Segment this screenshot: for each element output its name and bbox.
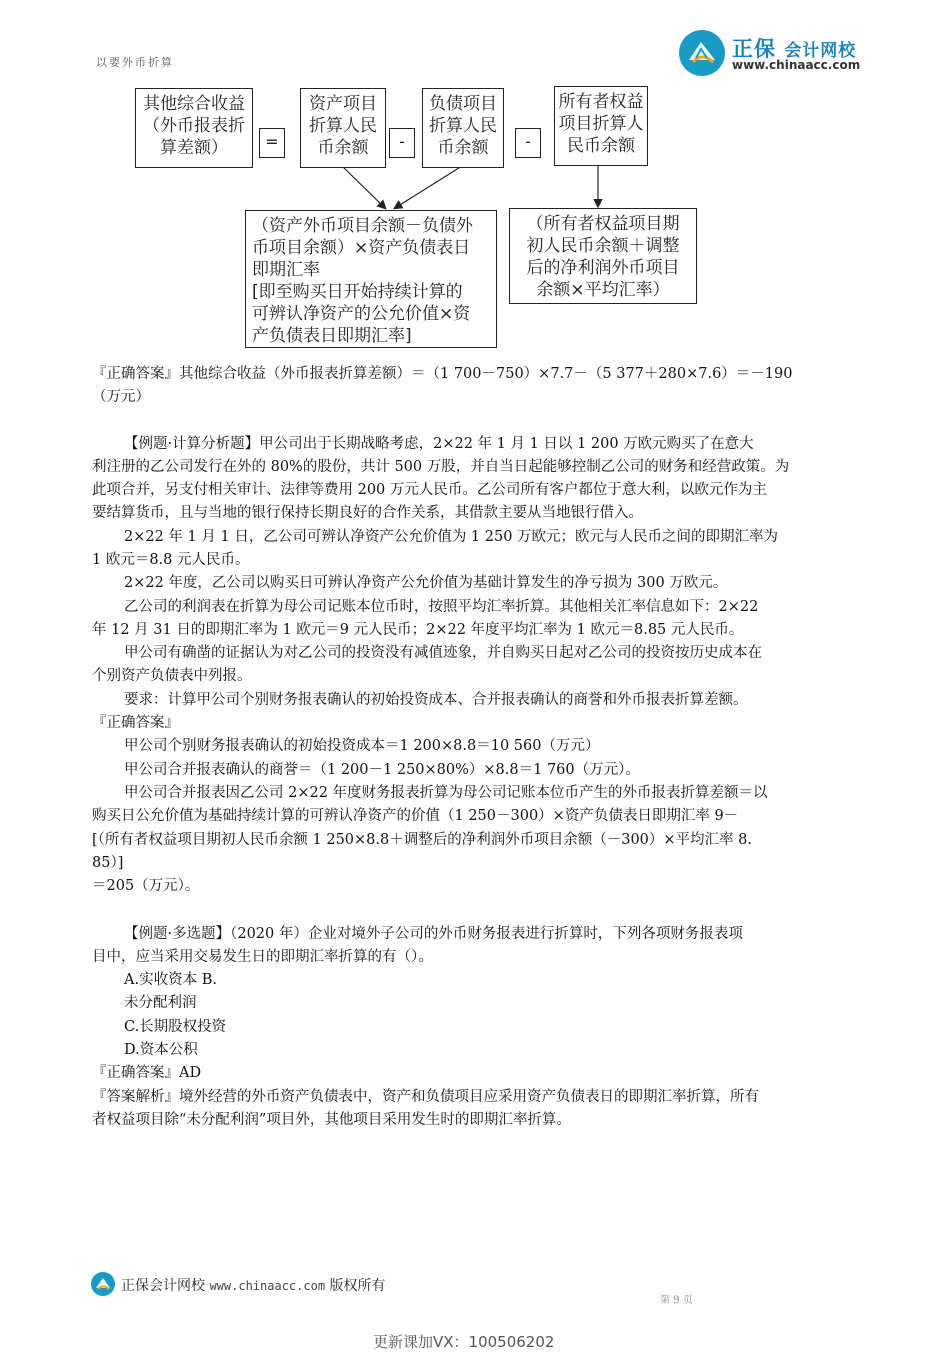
- example3-line: C.长期股权投资: [124, 1019, 227, 1035]
- example2-line: 年 12 月 31 日的即期汇率为 1 欧元＝9 元人民币；2×22 年度平均汇率为 1 欧元＝8.85 元人民币。: [92, 622, 744, 638]
- example2-line: 甲公司个别财务报表确认的初始投资成本＝1 200×8.8＝10 560（万元）: [124, 738, 600, 754]
- box4-line: 项目折算人: [558, 114, 644, 134]
- example2-line: 甲公司合并报表因乙公司 2×22 年度财务报表折算为母公司记账本位币产生的外币报表折算差额＝以: [124, 785, 768, 801]
- example2-line: 乙公司的利润表在折算为母公司记账本位币时，按照平均汇率折算。其他相关汇率信息如下：2×22: [124, 599, 759, 615]
- example2-line: 要求：计算甲公司个别财务报表确认的初始投资成本、合并报表确认的商誉和外币报表折算差额。: [124, 692, 748, 708]
- box3-line: 负债项目: [429, 94, 497, 114]
- example3-line: 【例题·多选题】（2020 年）企业对境外子公司的外币财务报表进行折算时，下列各项财务报表项: [124, 926, 743, 942]
- example2-line: 1 欧元＝8.8 元人民币。: [92, 552, 250, 568]
- box2-line: 折算人民: [309, 116, 377, 136]
- example3-line: 『正确答案』AD: [92, 1065, 202, 1081]
- top-text-fragment: 以要外币折算: [96, 56, 174, 69]
- brand-sub: 会计网校: [784, 41, 857, 61]
- example3-line: 未分配利润: [124, 995, 197, 1011]
- box2-line: 币余额: [317, 138, 369, 158]
- box-net-asset-formula: [245, 210, 497, 348]
- example3-line: A.实收资本 B.: [124, 972, 217, 988]
- box5-line: 可辨认净资产的公允价值×资: [252, 304, 471, 324]
- box6-line: （所有者权益项目期: [526, 214, 680, 234]
- example2-line: 【例题·计算分析题】甲公司出于长期战略考虑，2×22 年 1 月 1 日以 1 200 万欧元购买了在意大: [124, 436, 754, 452]
- box1-line: 其他综合收益: [143, 94, 245, 114]
- example2-line: 此项合并，另支付相关审计、法律等费用 200 万元人民币。乙公司所有客户都位于意大利，以欧元作为主: [92, 482, 767, 498]
- box-other-comprehensive-income: [135, 88, 253, 168]
- example2-line: 要结算货币，且与当地的银行保持长期良好的合作关系，其借款主要从当地银行借入。: [92, 505, 643, 521]
- footer-logo-mark-icon: [91, 1272, 115, 1296]
- example2-line: 甲公司合并报表确认的商誉＝（1 200－1 250×80%）×8.8＝1 760（万元）。: [124, 762, 640, 778]
- example2-line: 购买日公允价值为基础持续计算的可辨认净资产的价值（1 250－300）×资产负债表日即期汇率 9－: [92, 808, 739, 824]
- box6-line: 初人民币余额＋调整: [526, 236, 680, 256]
- box2-line: 资产项目: [309, 94, 377, 114]
- box-asset-items: [300, 88, 386, 168]
- example2-line: 85）]: [92, 855, 124, 871]
- box-equity-items: [554, 86, 648, 166]
- box6-line: 后的净利润外币项目: [526, 258, 680, 278]
- footer-watermark: 更新课加VX：100506202: [373, 1333, 555, 1351]
- box4-line: 民币余额: [567, 136, 635, 156]
- box5-line: 产负债表日即期汇率]: [252, 326, 412, 346]
- footer-page-mark: 第 9 页: [660, 1295, 693, 1306]
- example2-line: 2×22 年 1 月 1 日，乙公司可辨认净资产公允价值为 1 250 万欧元；欧元与人民币之间的即期汇率为: [124, 529, 779, 545]
- example3-line: 者权益项目除“未分配利润”项目外，其他项目采用发生时的即期汇率折算。: [92, 1112, 571, 1128]
- footer-copyright: [121, 1275, 386, 1295]
- box-equity-formula: [509, 208, 697, 304]
- box3-line: 币余额: [437, 138, 489, 158]
- brand-url: www.chinaacc.com: [732, 58, 861, 72]
- example3-line: D.资本公积: [124, 1042, 198, 1058]
- box3-line: 折算人民: [429, 116, 497, 136]
- example3-line: 目中，应当采用交易发生日的即期汇率折算的有（）。: [92, 949, 433, 965]
- footer-brand: 正保会计网校: [121, 1278, 205, 1294]
- brand-main: 正保: [732, 37, 776, 61]
- box-liability-items: [422, 88, 504, 168]
- box5-line: [即至购买日开始持续计算的: [252, 282, 463, 302]
- box1-line: 算差额）: [160, 138, 228, 158]
- example2-line: 甲公司有确凿的证据认为对乙公司的投资没有减值迹象，并自购买日起对乙公司的投资按历史成本在: [124, 645, 762, 661]
- box5-line: （资产外币项目余额－负债外: [252, 216, 473, 236]
- box4-line: 所有者权益: [558, 92, 644, 112]
- box5-line: 币项目余额）×资产负债表日: [252, 238, 471, 258]
- operator-equals: =: [259, 128, 285, 158]
- answer1-line: 『正确答案』其他综合收益（外币报表折算差额）＝（1 700－750）×7.7－（5 377＋280×7.6）＝－190: [92, 366, 793, 382]
- operator-minus: -: [389, 128, 415, 158]
- example2-line: ＝205（万元）。: [92, 878, 200, 894]
- box5-line: 即期汇率: [252, 260, 320, 280]
- example2-line: 『正确答案』: [92, 715, 179, 731]
- answer1-line: （万元）: [92, 389, 150, 405]
- example3-line: 『答案解析』境外经营的外币资产负债表中，资产和负债项目应采用资产负债表日的即期汇率折算，所有: [92, 1089, 759, 1105]
- box1-line: （外币报表折: [143, 116, 245, 136]
- example2-line: 2×22 年度，乙公司以购买日可辨认净资产公允价值为基础计算发生的净亏损为 300 万欧元。: [124, 575, 728, 591]
- example2-line: 利注册的乙公司发行在外的 80%的股份，共计 500 万股，并自当日起能够控制乙公司的财务和经营政策。为: [92, 459, 790, 475]
- footer-url: www.chinaacc.com: [209, 1279, 326, 1293]
- footer-rights: 版权所有: [329, 1278, 386, 1294]
- box6-line: 余额×平均汇率）: [536, 280, 670, 300]
- operator-minus: -: [515, 128, 541, 158]
- footer-logo-icon: [91, 1272, 115, 1296]
- example2-line: 个别资产负债表中列报。: [92, 668, 252, 684]
- example2-line: [（所有者权益项目期初人民币余额 1 250×8.8＋调整后的净利润外币项目余额（－300）×平均汇率 8.: [92, 832, 753, 848]
